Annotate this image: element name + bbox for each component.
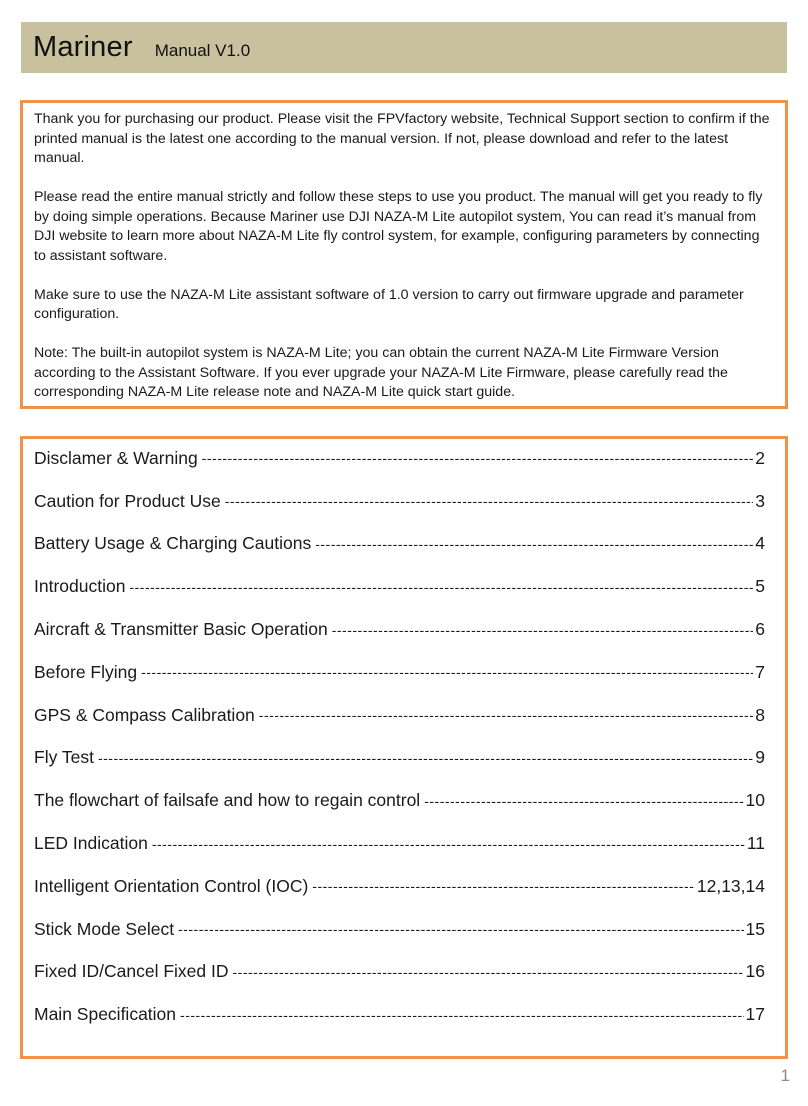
toc-entry[interactable] xyxy=(34,993,765,1036)
toc-entry-page: 7 xyxy=(755,661,765,682)
document-version: Manual V1.0 xyxy=(154,40,251,60)
toc-entry[interactable] xyxy=(34,951,765,994)
toc-entry[interactable] xyxy=(34,779,765,822)
toc-entry-page: 4 xyxy=(755,533,765,554)
toc-entry-title: Stick Mode Select xyxy=(34,918,175,939)
toc-dot-leader xyxy=(315,536,753,552)
toc-entry-page: 16 xyxy=(745,961,765,982)
toc-entry[interactable] xyxy=(34,480,765,523)
toc-entry-page: 9 xyxy=(755,747,765,768)
toc-entry[interactable] xyxy=(34,651,765,694)
intro-paragraph: Please read the entire manual strictly and follow these steps to use you product. The manual will get you ready to fly by doing simple operations. Because Mariner use DJI NAZA-M Lite autopilot system, You can read it’s manual from DJI website to learn more about NAZA-M Lite fly control system, for example, configuring parameters by connecting to assistant software. xyxy=(34,189,763,264)
toc-entry-title: GPS & Compass Calibration xyxy=(34,704,255,725)
toc-entry-title: Battery Usage & Charging Cautions xyxy=(34,533,312,554)
toc-entry-title: Before Flying xyxy=(34,661,138,682)
toc-entry-page: 6 xyxy=(755,619,765,640)
toc-entry[interactable] xyxy=(34,608,765,651)
toc-entry-page: 5 xyxy=(755,576,765,597)
toc-dot-leader xyxy=(98,750,753,766)
toc-dot-leader xyxy=(233,964,744,980)
toc-entry-page: 17 xyxy=(745,1004,765,1025)
document-title: Mariner xyxy=(33,31,133,63)
toc-entry[interactable] xyxy=(34,437,765,480)
toc-dot-leader xyxy=(202,450,754,466)
toc-dot-leader xyxy=(152,836,745,852)
toc-dot-leader xyxy=(141,664,753,680)
toc-entry-page: 12,13,14 xyxy=(696,875,765,896)
toc-entry-title: Main Specification xyxy=(34,1004,177,1025)
toc-entry-title: Disclamer & Warning xyxy=(34,447,198,468)
toc-entry-page: 10 xyxy=(745,790,765,811)
toc-entry[interactable] xyxy=(34,822,765,865)
toc-entry-page: 3 xyxy=(755,490,765,511)
toc-dot-leader xyxy=(180,1007,744,1023)
toc-entry-title: Intelligent Orientation Control (IOC) xyxy=(34,875,309,896)
toc-entry-title: Aircraft & Transmitter Basic Operation xyxy=(34,619,328,640)
intro-paragraph: Thank you for purchasing our product. Please visit the FPVfactory website, Technical Support section to confirm if the printed manual is the latest one according to the manual version. If not, please download and refer to the latest manual. xyxy=(34,111,770,166)
toc-dot-leader xyxy=(178,921,743,937)
toc-entry[interactable] xyxy=(34,908,765,951)
intro-paragraph: Make sure to use the NAZA-M Lite assistant software of 1.0 version to carry out firmware upgrade and parameter configuration. xyxy=(34,286,744,322)
toc-dot-leader xyxy=(424,793,743,809)
toc-entry-title: Introduction xyxy=(34,576,126,597)
toc-entry-page: 11 xyxy=(746,833,765,854)
toc-entry[interactable] xyxy=(34,865,765,908)
toc-entry-title: Fixed ID/Cancel Fixed ID xyxy=(34,961,229,982)
toc-entry[interactable] xyxy=(34,565,765,608)
intro-paragraph: Note: The built-in autopilot system is NAZA-M Lite; you can obtain the current NAZA-M Lite Firmware Version according to the Assistant Software. If you ever upgrade your NAZA-M Lite Firmware, please carefully read the corresponding NAZA-M Lite release note and NAZA-M Lite quick start guide. xyxy=(34,345,728,400)
toc-dot-leader xyxy=(225,493,754,509)
toc-dot-leader xyxy=(129,579,753,595)
toc-entry-title: Caution for Product Use xyxy=(34,490,221,511)
table-of-contents xyxy=(20,436,788,1059)
toc-dot-leader xyxy=(312,878,695,894)
toc-list xyxy=(34,437,765,1036)
toc-entry-title: Fly Test xyxy=(34,747,94,768)
toc-entry-title: LED Indication xyxy=(34,833,148,854)
toc-entry-page: 2 xyxy=(755,447,765,468)
toc-entry[interactable] xyxy=(34,737,765,780)
toc-dot-leader xyxy=(332,622,754,638)
toc-entry-page: 8 xyxy=(755,704,765,725)
toc-entry[interactable] xyxy=(34,694,765,737)
intro-notice-box xyxy=(20,100,788,409)
toc-entry-page: 15 xyxy=(745,918,765,939)
toc-entry[interactable] xyxy=(34,523,765,566)
toc-entry-title: The flowchart of failsafe and how to regain control xyxy=(34,790,421,811)
toc-dot-leader xyxy=(259,707,753,723)
page-number: 1 xyxy=(780,1066,790,1085)
header-bar xyxy=(21,22,787,73)
